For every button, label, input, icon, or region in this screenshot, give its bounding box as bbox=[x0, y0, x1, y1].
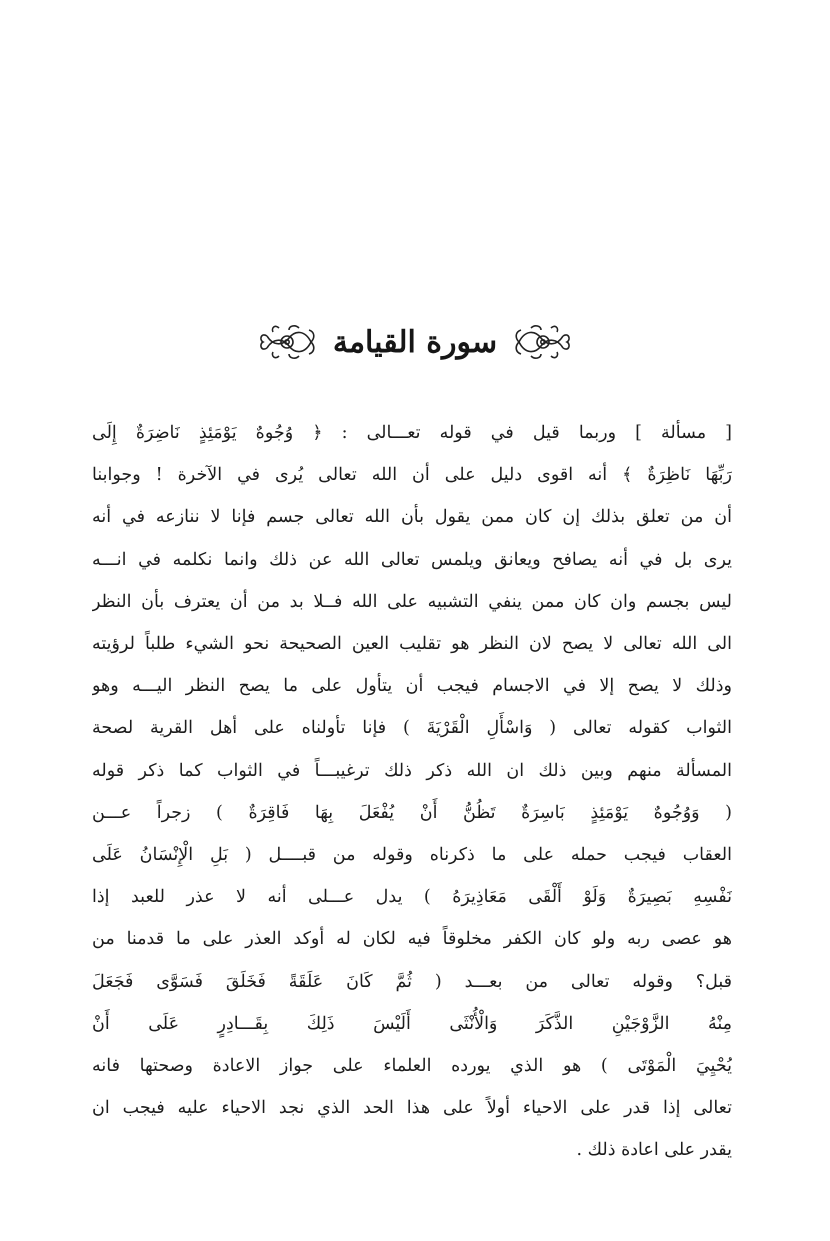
text-line: المسألة منهم وبين ذلك ان الله ذكر ذلك ترغيبـــاً في الثواب كما ذكر قوله bbox=[92, 760, 732, 781]
text-line: الى الله تعالى لا يصح لان النظر هو تقليب العين الصحيحة نحو الشيء طلباً لرؤيته bbox=[92, 634, 732, 655]
body-text bbox=[92, 412, 732, 1172]
text-line: ليس بجسم وان كان ممن ينفي التشبيه على الله فــلا بد من أن يعترف بأن النظر bbox=[92, 591, 732, 612]
text-line: يُحْيِيَ الْمَوْتَى ) هو الذي يورده العلماء على جواز الاعادة وصحتها فانه bbox=[92, 1056, 732, 1077]
text-line: ( وَوُجُوهٌ يَوْمَئِذٍ بَاسِرَةٌ تَظُنُّ أَنْ يُفْعَلَ بِهَا فَاقِرَةٌ ) زجراً عـــن bbox=[92, 802, 732, 823]
text-line: يقدر على اعادة ذلك . bbox=[576, 1140, 732, 1161]
arabesque-ornament-icon bbox=[255, 320, 319, 364]
text-line: رَبِّهَا نَاظِرَةٌ ﴾ أنه اقوى دليل على أن الله تعالى يُرى في الآخرة ! وجوابنا bbox=[92, 465, 732, 486]
text-line: هو عصى ربه ولو كان الكفر مخلوقاً فيه لكان له أوكد العذر على ما قدمنا من bbox=[92, 929, 732, 950]
text-line: تعالى إذا قدر على الاحياء أولاً على هذا الحد الذي نجد الاحياء عليه فيجب ان bbox=[92, 1098, 732, 1119]
text-line: العقاب فيجب حمله على ما ذكرناه وقوله من قبــــل ( بَلِ الْإِنْسَانُ عَلَى bbox=[92, 845, 732, 866]
text-line: يرى بل في أنه يصافح ويعانق ويلمس تعالى الله عن ذلك وانما نكلمه في انـــه bbox=[92, 549, 732, 570]
text-line: مِنْهُ الزَّوْجَيْنِ الذَّكَرَ وَالْأُنْثَى أَلَيْسَ ذَلِكَ بِقَـــادِرٍ عَلَى أَنْ bbox=[92, 1013, 732, 1034]
text-line: وذلك لا يصح إلا في الاجسام فيجب أن يتأول على ما يصح النظر اليـــه وهو bbox=[92, 676, 732, 697]
text-line: الثواب كقوله تعالى ( وَاسْأَلِ الْقَرْيَةَ ) فإنا تأولناه على أهل القرية لصحة bbox=[92, 718, 732, 739]
text-line: [ مسألة ] وربما قيل في قوله تعـــالى : ﴿ وُجُوهٌ يَوْمَئِذٍ نَاضِرَةٌ إِلَى bbox=[92, 423, 732, 443]
text-line: نَفْسِهِ بَصِيرَةٌ وَلَوْ أَلْقَى مَعَاذِيرَهُ ) يدل عـــلى أنه لا عذر للعبد إذا bbox=[92, 887, 732, 908]
surah-header bbox=[0, 312, 830, 372]
arabesque-ornament-icon bbox=[511, 320, 575, 364]
surah-title: سورة القيامة bbox=[332, 324, 498, 360]
text-line: قبل؟ وقوله تعالى من بعـــد ( ثُمَّ كَانَ عَلَقَةً فَخَلَقَ فَسَوَّى فَجَعَلَ bbox=[92, 971, 732, 992]
text-line: أن من تعلق بذلك إن كان ممن يقول بأن الله تعالى جسم فإنا لا ننازعه في أنه bbox=[92, 507, 732, 528]
